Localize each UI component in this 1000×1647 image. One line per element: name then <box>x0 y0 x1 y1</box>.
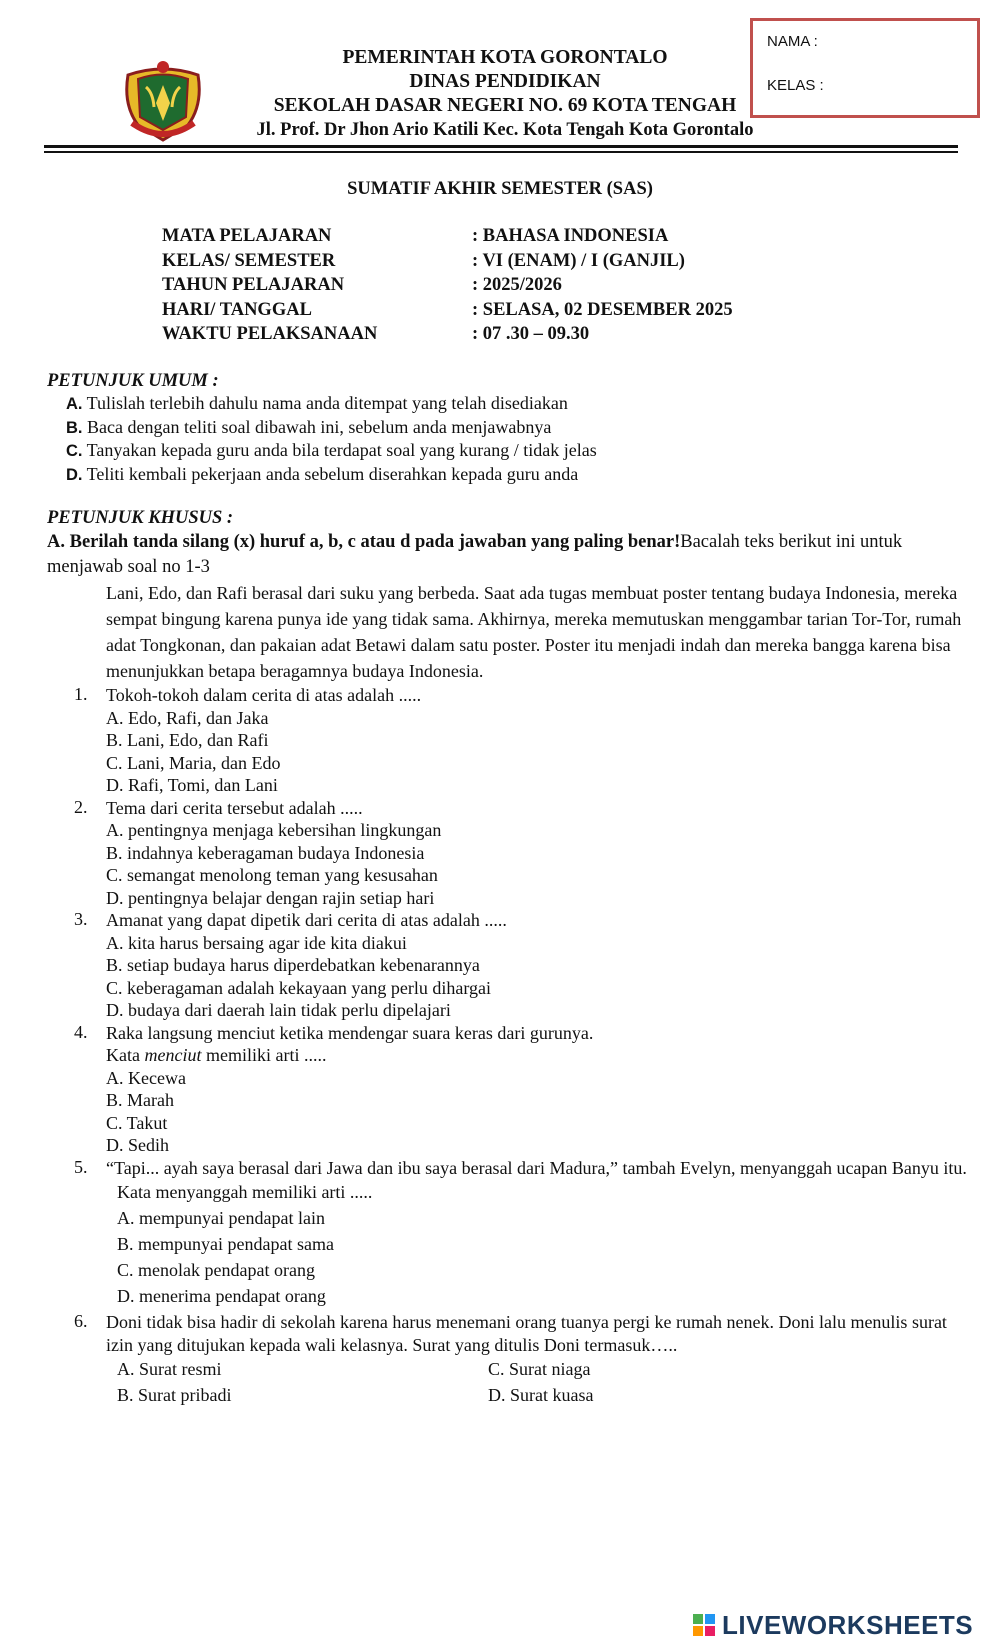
student-identity-box[interactable] <box>750 18 980 118</box>
liveworksheets-watermark: LIVEWORKSHEETS <box>722 1610 974 1640</box>
answer-option-c[interactable]: C. Lani, Maria, dan Edo <box>106 752 281 773</box>
answer-options-grid <box>117 1356 974 1408</box>
question-3 <box>74 909 974 1022</box>
item-letter: C. <box>66 442 83 460</box>
nama-label: NAMA : <box>767 33 818 50</box>
question-subtext <box>106 1044 974 1067</box>
info-key: WAKTU PELAKSANAAN <box>162 324 378 344</box>
letterhead-school: SEKOLAH DASAR NEGERI NO. 69 KOTA TENGAH <box>273 95 737 116</box>
info-value: : VI (ENAM) / I (GANJIL) <box>472 250 685 271</box>
list-item <box>66 417 597 441</box>
answer-option-c[interactable]: C. Takut <box>106 1112 168 1133</box>
subtext-keyword: menciut <box>144 1045 202 1065</box>
answer-option-a[interactable]: A. pentingnya menjaga kebersihan lingkungan <box>106 820 442 840</box>
item-text: Tanyakan kepada guru anda bila terdapat soal yang kurang / tidak jelas <box>82 440 597 460</box>
answer-option-b[interactable]: B. Surat pribadi <box>117 1385 232 1405</box>
answer-option-c[interactable]: C. keberagaman adalah kekayaan yang perlu dihargai <box>106 977 491 998</box>
info-key: TAHUN PELAJARAN <box>162 275 345 295</box>
petunjuk-umum-heading: PETUNJUK UMUM : <box>47 371 219 391</box>
item-letter: B. <box>66 418 83 437</box>
item-letter: A. <box>66 395 83 413</box>
question-list <box>74 684 974 1408</box>
answer-option-b[interactable]: B. setiap budaya harus diperdebatkan kebenarannya <box>106 955 480 975</box>
answer-option-d[interactable]: D. Rafi, Tomi, dan Lani <box>106 775 278 795</box>
subtext-after: memiliki arti ..... <box>201 1045 327 1065</box>
item-text: Baca dengan teliti soal dibawah ini, sebelum anda menjawabnya <box>82 416 552 437</box>
info-value: : BAHASA INDONESIA <box>472 226 669 246</box>
answer-option-b[interactable]: B. Marah <box>106 1090 174 1110</box>
answer-option-a[interactable]: A. mempunyai pendapat lain <box>117 1208 325 1228</box>
letterhead-government: PEMERINTAH KOTA GORONTALO <box>342 47 668 68</box>
exam-title: SUMATIF AKHIR SEMESTER (SAS) <box>347 179 653 199</box>
list-item <box>66 393 597 417</box>
question-number: 3. <box>74 909 88 929</box>
answer-option-c[interactable]: C. Surat niaga <box>488 1359 591 1379</box>
subtext-before: Kata <box>106 1045 145 1065</box>
question-subtext: Kata menyanggah memiliki arti ..... <box>117 1182 373 1202</box>
answer-option-d[interactable]: D. pentingnya belajar dengan rajin setiap hari <box>106 887 435 908</box>
item-text: Teliti kembali pekerjaan anda sebelum diserahkan kepada guru anda <box>82 463 579 484</box>
answer-option-a[interactable]: A. kita harus bersaing agar ide kita diakui <box>106 932 407 953</box>
info-value: : SELASA, 02 DESEMBER 2025 <box>472 299 733 320</box>
letterhead-address: Jl. Prof. Dr Jhon Ario Katili Kec. Kota Tengah Kota Gorontalo <box>256 120 754 140</box>
question-text: “Tapi... ayah saya berasal dari Jawa dan ibu saya berasal dari Madura,” tambah Evelyn, menyanggah ucapan Banyu itu. <box>106 1157 967 1178</box>
item-text: Tulislah terlebih dahulu nama anda ditempat yang telah disediakan <box>82 393 568 413</box>
question-text: Tokoh-tokoh dalam cerita di atas adalah ..... <box>106 685 422 705</box>
answer-option-c[interactable]: C. menolak pendapat orang <box>117 1260 315 1280</box>
liveworksheets-icon <box>693 1614 717 1638</box>
question-text: Doni tidak bisa hadir di sekolah karena harus menemani orang tuanya pergi ke rumah nenek. Doni lalu menulis surat izin yang ditujukan kepada wali kelasnya. Surat yang ditulis Doni termasuk….. <box>106 1312 947 1355</box>
question-1 <box>74 684 974 797</box>
info-key: HARI/ TANGGAL <box>162 299 312 320</box>
question-4 <box>74 1022 974 1157</box>
reading-passage: Lani, Edo, dan Rafi berasal dari suku yang berbeda. Saat ada tugas membuat poster tentang budaya Indonesia, mereka sempat bingung karena punya ide yang tidak sama. Akhirnya, mereka memutuskan menggambar tarian Tor-Tor, rumah adat Tongkonan, dan pakaian adat Betawi dalam satu poster. Poster itu menjadi indah dan mereka bangga karena bisa menunjukkan betapa beragamnya budaya Indonesia. <box>106 583 962 681</box>
answer-option-d[interactable]: D. Sedih <box>106 1135 169 1155</box>
answer-option-d[interactable]: D. Surat kuasa <box>488 1385 594 1405</box>
question-number: 2. <box>74 796 88 817</box>
petunjuk-khusus-heading: PETUNJUK KHUSUS : <box>47 508 234 528</box>
petunjuk-khusus-instruction <box>47 530 967 580</box>
header-rule-thin <box>44 151 958 153</box>
answer-option-a[interactable]: A. Edo, Rafi, dan Jaka <box>106 707 269 728</box>
answer-option-a[interactable]: A. Kecewa <box>106 1067 186 1088</box>
question-text: Raka langsung menciut ketika mendengar suara keras dari gurunya. <box>106 1022 594 1043</box>
answer-option-b[interactable]: B. mempunyai pendapat sama <box>117 1234 334 1254</box>
answer-option-d[interactable]: D. menerima pendapat orang <box>117 1286 326 1306</box>
answer-option-b[interactable]: B. Lani, Edo, dan Rafi <box>106 730 269 750</box>
info-value: : 07 .30 – 09.30 <box>472 324 590 344</box>
question-number: 4. <box>74 1021 88 1042</box>
question-text: Amanat yang dapat dipetik dari cerita di atas adalah ..... <box>106 910 507 930</box>
question-5 <box>74 1157 974 1310</box>
question-text: Tema dari cerita tersebut adalah ..... <box>106 797 363 818</box>
instruction-rest: Bacalah teks berikut ini untuk menjawab soal no 1-3 <box>47 532 903 577</box>
info-key: MATA PELAJARAN <box>162 226 332 246</box>
petunjuk-umum-list <box>66 393 597 487</box>
header-rule-thick <box>44 145 958 148</box>
list-item <box>66 464 597 488</box>
list-item <box>66 440 597 464</box>
question-2 <box>74 797 974 910</box>
item-letter: D. <box>66 465 83 484</box>
question-number: 6. <box>74 1311 88 1331</box>
letterhead <box>190 46 820 142</box>
answer-option-b[interactable]: B. indahnya keberagaman budaya Indonesia <box>106 842 425 863</box>
question-number: 1. <box>74 684 88 704</box>
letterhead-department: DINAS PENDIDIKAN <box>409 71 601 92</box>
question-6 <box>74 1311 974 1408</box>
answer-option-c[interactable]: C. semangat menolong teman yang kesusahan <box>106 865 438 885</box>
info-value: : 2025/2026 <box>472 275 562 295</box>
info-key: KELAS/ SEMESTER <box>162 250 336 271</box>
question-number: 5. <box>74 1156 88 1177</box>
kelas-label: KELAS : <box>767 77 824 94</box>
instruction-bold: A. Berilah tanda silang (x) huruf a, b, c atau d pada jawaban yang paling benar! <box>47 532 681 552</box>
answer-option-d[interactable]: D. budaya dari daerah lain tidak perlu dipelajari <box>106 1000 451 1020</box>
answer-option-a[interactable]: A. Surat resmi <box>117 1359 222 1379</box>
